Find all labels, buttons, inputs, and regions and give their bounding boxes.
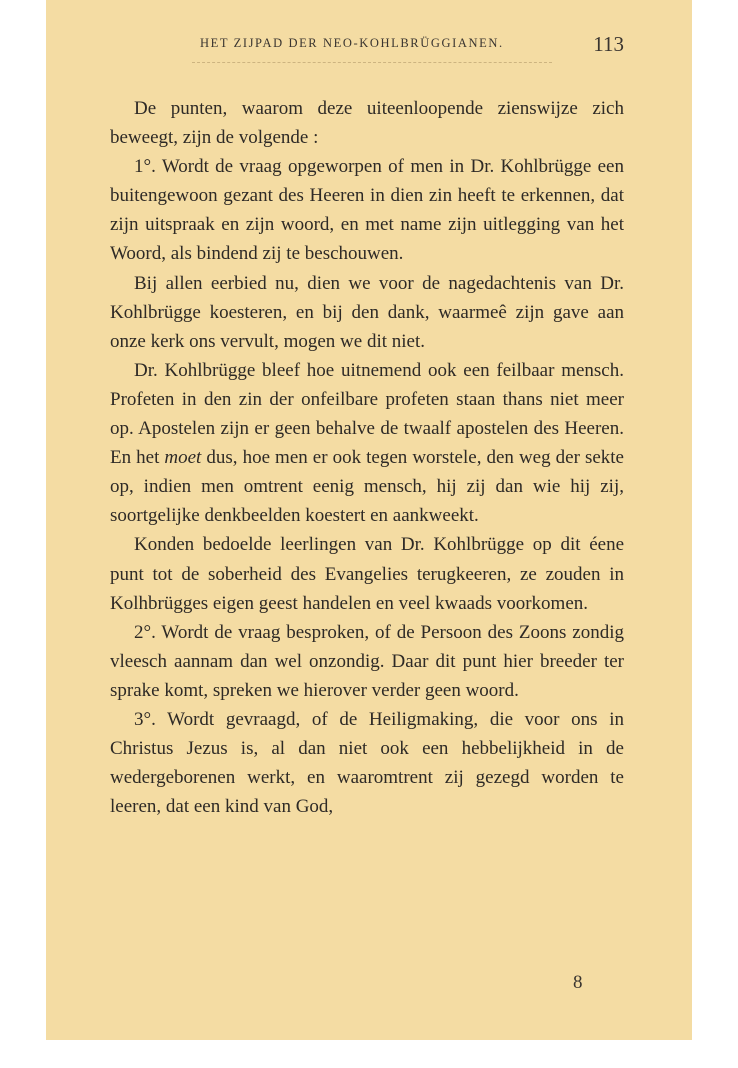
body-text bbox=[110, 94, 624, 821]
header-rule bbox=[192, 62, 552, 63]
running-head: HET ZIJPAD DER NEO-KOHLBRÜGGIANEN. bbox=[200, 36, 504, 50]
page-header bbox=[46, 32, 692, 66]
page-number: 113 bbox=[593, 32, 624, 56]
paragraph-1: De punten, waarom deze uiteenloopende zienswijze zich beweegt, zijn de volgende : bbox=[110, 98, 624, 149]
paragraph-4-after: dus, hoe men er ook tegen worstele, den weg der sekte op, indien men omtrent eenig mensch, hij zij dan wie hij zij, soortgelijke denkbeelden koestert en aankweekt. bbox=[110, 447, 624, 527]
paragraph-7: 3°. Wordt gevraagd, of de Heiligmaking, die voor ons in Christus Jezus is, al dan niet ook een hebbelijkheid in de wedergeborenen werkt, en waaromtrent zij gezegd worden te leeren, dat een kind van God, bbox=[110, 708, 624, 818]
paragraph-3: Bij allen eerbied nu, dien we voor de nagedachtenis van Dr. Kohlbrügge koesteren, en bij den dank, waarmeê zijn gave aan onze kerk ons vervult, mogen we dit niet. bbox=[110, 272, 624, 352]
paragraph-5: Konden bedoelde leerlingen van Dr. Kohlbrügge op dit éene punt tot de soberheid des Evangelies terugkeeren, ze zouden in Kolhbrügges eigen geest handelen en veel kwaads voorkomen. bbox=[110, 534, 624, 614]
signature-mark: 8 bbox=[573, 972, 583, 993]
paragraph-2: 1°. Wordt de vraag opgeworpen of men in Dr. Kohlbrügge een buitengewoon gezant des Heeren in dien zin heeft te erkennen, dat zijn uitspraak en zijn woord, en met name zijn uitlegging van het Woord, als bindend zij te beschouwen. bbox=[110, 156, 624, 265]
emphasis-moet: moet bbox=[164, 447, 202, 469]
paragraph-4-before: Dr. Kohlbrügge bleef hoe uitnemend ook een feilbaar mensch. Profeten in den zin der onfeilbare profeten staan thans niet meer op. Apostelen zijn er geen behalve de twaalf apostelen des Heeren. En het bbox=[110, 359, 624, 469]
paragraph-4 bbox=[110, 356, 624, 531]
book-page bbox=[46, 0, 692, 1040]
paragraph-6: 2°. Wordt de vraag besproken, of de Persoon des Zoons zondig vleesch aannam dan wel onzondig. Daar dit punt hier breeder ter sprake komt, spreken we hierover verder geen woord. bbox=[110, 621, 624, 701]
